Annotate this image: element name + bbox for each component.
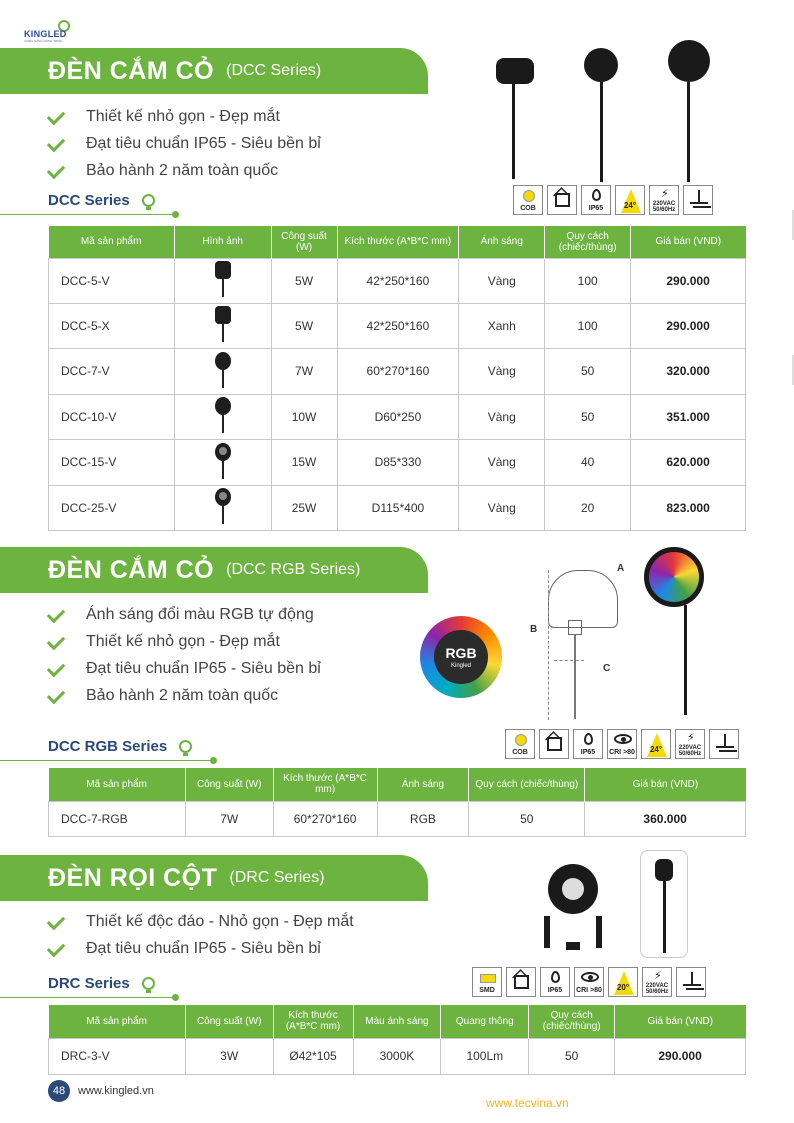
check-icon [48, 942, 70, 956]
spec-icons [513, 185, 713, 215]
feature-item: Thiết kế nhỏ gọn - Đẹp mắt [48, 103, 321, 130]
bulb-icon [179, 740, 192, 753]
ground-icon [683, 185, 713, 215]
ip65-icon: IP65 [573, 729, 603, 759]
section-banner-drc [0, 855, 428, 901]
section-title: ĐÈN CẮM CỎ [48, 555, 215, 584]
product-table-dcc [48, 226, 746, 531]
spec-icons [472, 967, 706, 997]
table-row: DCC-10-V 10W D60*250 Vàng 50 351.000 [49, 394, 746, 439]
check-icon [48, 608, 70, 622]
bulb-icon [142, 194, 155, 207]
section-banner-dcc [0, 48, 428, 94]
feature-item: Đạt tiêu chuẩn IP65 - Siêu bền bỉ [48, 655, 321, 682]
product-image-drc-bracket [538, 858, 608, 956]
feature-list [48, 103, 321, 184]
ip65-icon: IP65 [540, 967, 570, 997]
feature-list [48, 601, 321, 709]
beam-angle-icon: 20° [608, 967, 638, 997]
section-title: ĐÈN CẮM CỎ [48, 56, 215, 85]
section-title: ĐÈN RỌI CỘT [48, 863, 218, 892]
kingled-logo: KINGLED CHIẾU SÁNG CÔNG TRÌNH [24, 20, 72, 42]
ground-icon [709, 729, 739, 759]
check-icon [48, 110, 70, 124]
subsection-divider [0, 214, 176, 215]
cob-icon: COB [505, 729, 535, 759]
beam-angle-icon: 24° [615, 185, 645, 215]
feature-item: Bảo hành 2 năm toàn quốc [48, 682, 321, 709]
voltage-icon: ⚡ 220VAC 50/60Hz [675, 729, 705, 759]
section-banner-dcc-rgb [0, 547, 428, 593]
table-header: Mã sản phẩm Hình ảnh Công suất (W) Kích thước (A*B*C mm) Ánh sáng Quy cách (chiếc/thùng) Giá bán (VND) [49, 226, 746, 258]
feature-item: Ánh sáng đổi màu RGB tự động [48, 601, 321, 628]
watermark-website: www.tecvina.vn [486, 1096, 569, 1110]
feature-list [48, 908, 354, 962]
table-header: Mã sản phẩm Công suất (W) Kích thước (A*B*C mm) Màu ánh sáng Quang thông Quy cách (chiếc/thùng) Giá bán (VND) [49, 1005, 746, 1038]
table-row: DCC-5-V 5W 42*250*160 Vàng 100 290.000 [49, 258, 746, 303]
section-series: (DRC Series) [229, 869, 325, 886]
voltage-icon: ⚡ 220VAC 50/60Hz [642, 967, 672, 997]
indoor-icon [547, 185, 577, 215]
cob-icon: COB [513, 185, 543, 215]
product-thumbnail [210, 259, 236, 299]
feature-item: Đạt tiêu chuẩn IP65 - Siêu bền bỉ [48, 130, 321, 157]
subsection-divider [0, 760, 214, 761]
beam-angle-icon: 24° [641, 729, 671, 759]
section-series: (DCC RGB Series) [226, 561, 361, 578]
section-series: (DCC Series) [226, 62, 322, 79]
product-thumbnail [210, 486, 236, 526]
indoor-icon [506, 967, 536, 997]
check-icon [48, 915, 70, 929]
voltage-icon: ⚡ 220VAC 50/60Hz [649, 185, 679, 215]
indoor-icon [539, 729, 569, 759]
subsection-title: DCC RGB Series [48, 738, 192, 755]
table-row: DCC-25-V 25W D115*400 Vàng 20 823.000 [49, 485, 746, 530]
feature-item: Thiết kế nhỏ gọn - Đẹp mắt [48, 628, 321, 655]
product-image-dcc-small [490, 52, 540, 182]
table-row: DCC-15-V 15W D85*330 Vàng 40 620.000 [49, 439, 746, 485]
table-row: DRC-3-V 3W Ø42*105 3000K 100Lm 50 290.000 [49, 1038, 746, 1074]
product-image-dcc-rgb [640, 545, 710, 717]
product-table-dcc-rgb [48, 768, 746, 837]
product-thumbnail [210, 441, 236, 481]
feature-item: Đạt tiêu chuẩn IP65 - Siêu bền bỉ [48, 935, 354, 962]
product-table-drc [48, 1005, 746, 1075]
rgb-badge: RGB Kingled [420, 616, 502, 698]
page-number: 48 [48, 1080, 70, 1102]
ground-icon [676, 967, 706, 997]
cri-icon: CRI >80 [607, 729, 637, 759]
table-row: DCC-5-X 5W 42*250*160 Xanh 100 290.000 [49, 303, 746, 348]
subsection-divider [0, 997, 176, 998]
cri-icon: CRI >80 [574, 967, 604, 997]
dimension-diagram: A B C [528, 560, 628, 725]
smd-icon: SMD [472, 967, 502, 997]
product-image-drc-spike [640, 850, 688, 958]
subsection-title: DRC Series [48, 975, 155, 992]
table-row: DCC-7-V 7W 60*270*160 Vàng 50 320.000 [49, 348, 746, 394]
spec-icons [505, 729, 739, 759]
bulb-icon [142, 977, 155, 990]
check-icon [48, 689, 70, 703]
check-icon [48, 164, 70, 178]
table-row: DCC-7-RGB 7W 60*270*160 RGB 50 360.000 [49, 801, 746, 836]
table-header: Mã sản phẩm Công suất (W) Kích thước (A*B*C mm) Ánh sáng Quy cách (chiếc/thùng) Giá bán (VND) [49, 768, 746, 801]
check-icon [48, 137, 70, 151]
check-icon [48, 662, 70, 676]
subsection-title: DCC Series [48, 192, 155, 209]
ip65-icon: IP65 [581, 185, 611, 215]
product-thumbnail [210, 304, 236, 344]
product-thumbnail [210, 395, 236, 435]
feature-item: Bảo hành 2 năm toàn quốc [48, 157, 321, 184]
feature-item: Thiết kế độc đáo - Nhỏ gọn - Đẹp mắt [48, 908, 354, 935]
check-icon [48, 635, 70, 649]
product-image-dcc-medium [572, 44, 628, 184]
product-thumbnail [210, 350, 236, 390]
footer-website[interactable]: www.kingled.vn [78, 1085, 154, 1097]
product-image-dcc-large [656, 38, 718, 184]
